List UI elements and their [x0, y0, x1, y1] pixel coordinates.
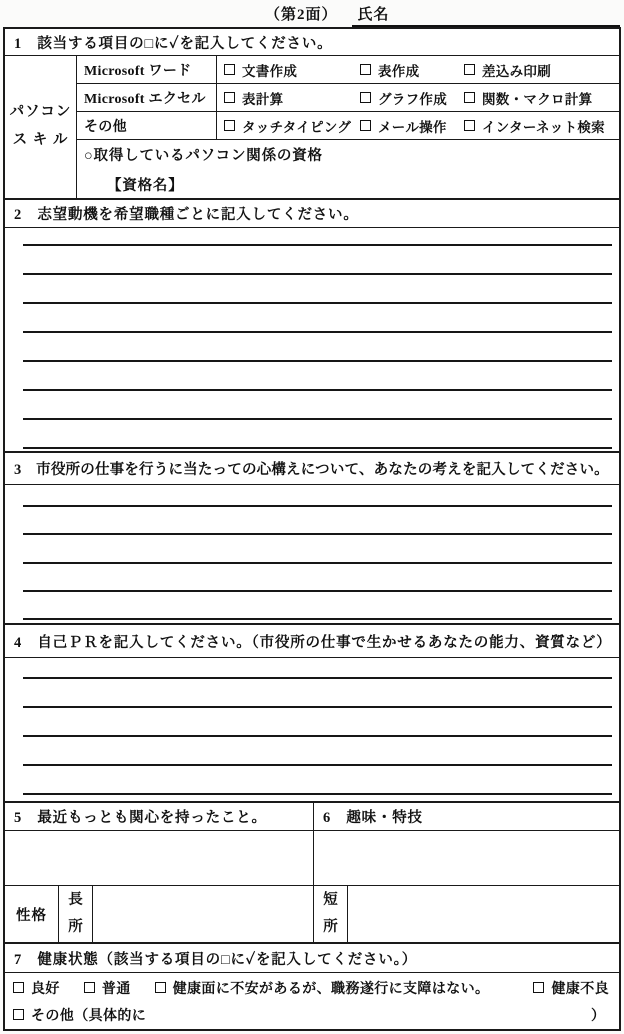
checkbox[interactable] [13, 1009, 24, 1020]
checkbox[interactable] [464, 92, 475, 103]
writing-line[interactable] [23, 735, 612, 737]
writing-line[interactable] [23, 706, 612, 708]
option-label: 表作成 [378, 63, 420, 79]
personality-label: 性格 [5, 886, 59, 942]
skill-row-word [77, 56, 619, 84]
health-option-label: 普通 [101, 981, 131, 997]
skill-table [5, 56, 619, 198]
skill-row-label: その他 [77, 112, 217, 139]
checkbox[interactable] [464, 64, 475, 75]
health-options-area [5, 973, 619, 1029]
writing-line[interactable] [23, 793, 612, 795]
health-option-label: 健康面に不安があるが、職務遂行に支障はない。 [172, 981, 490, 997]
writing-line[interactable] [23, 764, 612, 766]
writing-line[interactable] [23, 505, 612, 507]
writing-line[interactable] [23, 418, 612, 420]
option-label: タッチタイピング [242, 119, 352, 135]
skill-row-label: Microsoft ワード [77, 56, 217, 83]
writing-line[interactable] [23, 562, 612, 564]
checkbox[interactable] [464, 120, 475, 131]
health-other-close-paren: ） [591, 1008, 605, 1024]
section5-title: 5 最近もっとも関心を持ったこと。 [14, 810, 267, 826]
option-label: 関数・マクロ計算 [482, 91, 593, 107]
checkbox[interactable] [155, 982, 166, 993]
section5-6-answer-area [5, 831, 619, 885]
health-other-label: その他（具体的に [31, 1008, 147, 1024]
name-underline[interactable] [352, 3, 620, 27]
writing-line[interactable] [23, 447, 612, 449]
strength-label: 長所 [68, 892, 83, 935]
section4-title: 4 自己ＰＲを記入してください。（市役所の仕事で生かせるあなたの能力、資質など） [5, 623, 619, 658]
qualification-row [77, 140, 619, 198]
option-label: 表計算 [242, 91, 284, 107]
checkbox[interactable] [84, 982, 95, 993]
skill-table-row-header [5, 56, 77, 198]
writing-line[interactable] [23, 389, 612, 391]
skill-header-line2: ス キ ル [12, 132, 69, 148]
section6-answer-area[interactable] [314, 831, 619, 885]
option-label: 文書作成 [242, 63, 298, 79]
page-header [0, 3, 624, 27]
checkbox[interactable] [224, 64, 235, 75]
section7-title: 7 健康状態（該当する項目の□に✓を記入してください。） [5, 942, 619, 973]
checkbox[interactable] [360, 64, 371, 75]
health-option-label: 健康不良 [551, 981, 609, 997]
qualification-line1: ○取得しているパソコン関係の資格 [84, 147, 323, 164]
name-label: 氏名 [357, 7, 390, 23]
section5-answer-area[interactable] [5, 831, 314, 885]
writing-line[interactable] [23, 677, 612, 679]
health-option-label: 良好 [31, 981, 60, 997]
section2-title: 2 志望動機を希望職種ごとに記入してください。 [5, 198, 619, 228]
option-label: メール操作 [378, 119, 447, 135]
personality-row [5, 885, 619, 942]
section5-6-header [5, 801, 619, 831]
weakness-label: 短所 [323, 892, 338, 935]
option-label: 差込み印刷 [482, 63, 551, 79]
weakness-label-cell [314, 886, 348, 942]
strength-answer-area[interactable] [93, 886, 313, 942]
checkbox[interactable] [533, 982, 544, 993]
section3-writing-area [5, 485, 619, 623]
section1-title: 1 該当する項目の□に✓を記入してください。 [5, 29, 619, 56]
option-label: グラフ作成 [378, 91, 447, 107]
writing-line[interactable] [23, 273, 612, 275]
skill-row-label: Microsoft エクセル [77, 84, 217, 111]
section3-title: 3 市役所の仕事を行うに当たっての心構えについて、あなたの考えを記入してください。 [5, 451, 619, 485]
section4-writing-area [5, 658, 619, 801]
writing-line[interactable] [23, 360, 612, 362]
skill-row-excel [77, 84, 619, 112]
checkbox[interactable] [224, 120, 235, 131]
weakness-answer-area[interactable] [348, 886, 619, 942]
section6-title: 6 趣味・特技 [323, 810, 423, 826]
strength-label-cell [59, 886, 93, 942]
checkbox[interactable] [360, 92, 371, 103]
skill-row-other [77, 112, 619, 140]
skill-header-line1: パソコン [9, 104, 72, 121]
writing-line[interactable] [23, 533, 612, 535]
section2-writing-area [5, 228, 619, 451]
writing-line[interactable] [23, 244, 612, 246]
writing-line[interactable] [23, 331, 612, 333]
option-label: インターネット検索 [482, 119, 605, 135]
checkbox[interactable] [13, 982, 24, 993]
qualification-line2[interactable]: 【資格名】 [107, 177, 184, 194]
writing-line[interactable] [23, 590, 612, 592]
checkbox[interactable] [224, 92, 235, 103]
page-label: （第2面） [265, 7, 338, 23]
writing-line[interactable] [23, 618, 612, 620]
writing-line[interactable] [23, 302, 612, 304]
checkbox[interactable] [360, 120, 371, 131]
form-frame [3, 27, 621, 1031]
